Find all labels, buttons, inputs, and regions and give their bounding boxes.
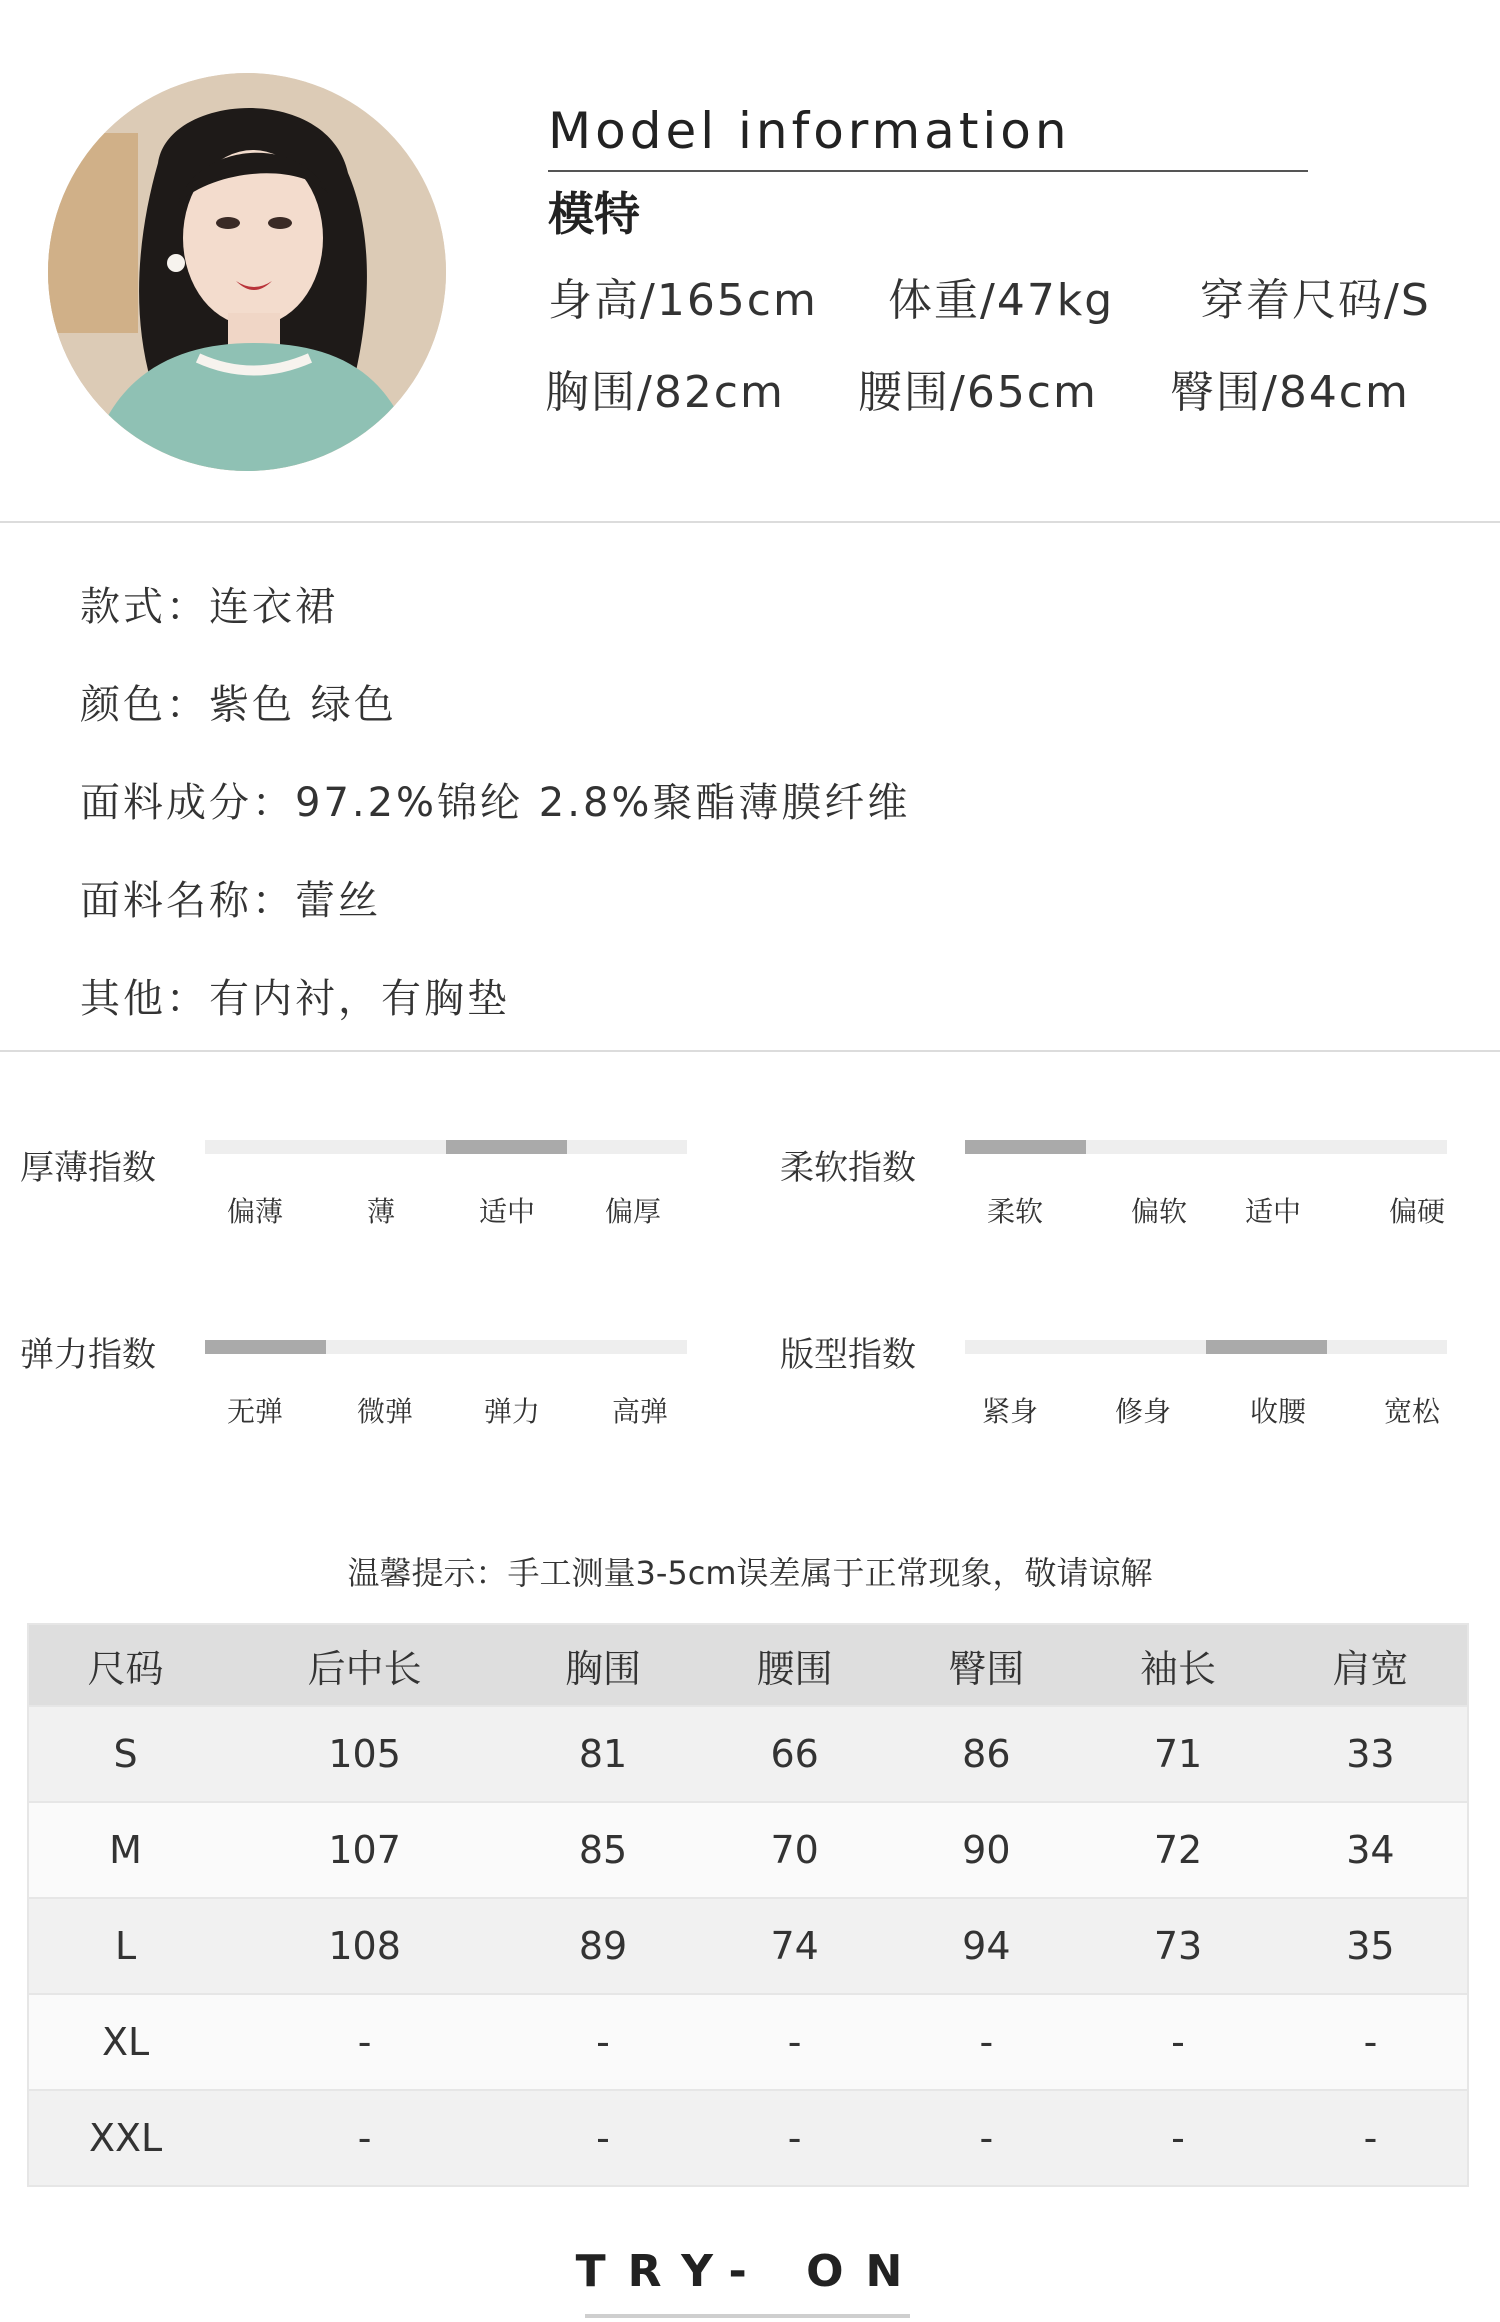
elasticity-index-marker	[205, 1340, 326, 1354]
measurement-tip: 温馨提示：手工测量3-5cm误差属于正常现象，敬请谅解	[347, 1554, 1153, 1592]
model-avatar	[48, 73, 446, 471]
section-divider	[0, 521, 1500, 523]
table-cell: XL	[28, 1994, 222, 2090]
table-cell: 73	[1082, 1898, 1274, 1994]
model-title: Model information	[548, 102, 1071, 160]
header-size: 尺码	[28, 1624, 222, 1706]
table-cell: 90	[891, 1802, 1083, 1898]
table-cell: 89	[507, 1898, 699, 1994]
thickness-index-label: 薄	[366, 1195, 395, 1228]
table-cell: 72	[1082, 1802, 1274, 1898]
table-cell: 105	[222, 1706, 507, 1802]
model-height: 身高/165cm	[548, 275, 818, 326]
table-cell: 94	[891, 1898, 1083, 1994]
spec-other: 其他：有内衬，有胸垫	[80, 976, 510, 1022]
thickness-index-track	[205, 1140, 687, 1154]
table-cell: -	[891, 1994, 1083, 2090]
table-row	[28, 1802, 1468, 1898]
header-sleeve-length: 袖长	[1082, 1624, 1274, 1706]
elasticity-index-label: 无弹	[226, 1395, 283, 1428]
table-cell: 34	[1274, 1802, 1468, 1898]
table-cell: XXL	[28, 2090, 222, 2186]
model-bust: 胸围/82cm	[545, 367, 785, 418]
table-cell: -	[1274, 2090, 1468, 2186]
table-cell: -	[699, 2090, 891, 2186]
size-table	[27, 1623, 1469, 2187]
spec-style: 款式：连衣裙	[80, 584, 338, 630]
fit-index-label: 收腰	[1249, 1395, 1306, 1428]
thickness-index-marker	[446, 1140, 567, 1154]
softness-index-title: 柔软指数	[780, 1148, 916, 1188]
model-hip: 臀围/84cm	[1170, 367, 1410, 418]
fit-index-label: 宽松	[1383, 1395, 1440, 1428]
softness-index-label: 偏软	[1130, 1195, 1187, 1228]
elasticity-index-label: 弹力	[483, 1395, 540, 1428]
fit-index-title: 版型指数	[780, 1335, 916, 1375]
table-cell: 66	[699, 1706, 891, 1802]
thickness-index-label: 偏薄	[226, 1195, 283, 1228]
thickness-index-label: 适中	[478, 1195, 535, 1228]
table-cell: 71	[1082, 1706, 1274, 1802]
table-cell: 107	[222, 1802, 507, 1898]
fit-index-marker	[1206, 1340, 1327, 1354]
model-waist: 腰围/65cm	[858, 367, 1098, 418]
elasticity-index-track	[205, 1340, 687, 1354]
table-cell: M	[28, 1802, 222, 1898]
section-divider	[0, 1050, 1500, 1052]
table-row	[28, 1898, 1468, 1994]
model-subtitle: 模特	[548, 187, 640, 241]
table-row	[28, 2090, 1468, 2186]
table-cell: 74	[699, 1898, 891, 1994]
table-cell: 85	[507, 1802, 699, 1898]
table-cell: L	[28, 1898, 222, 1994]
thickness-index-label: 偏厚	[604, 1195, 661, 1228]
thickness-index-title: 厚薄指数	[20, 1148, 156, 1188]
table-row	[28, 1706, 1468, 1802]
table-row	[28, 1994, 1468, 2090]
table-cell: -	[891, 2090, 1083, 2186]
softness-index-marker	[965, 1140, 1086, 1154]
header-shoulder-width: 肩宽	[1274, 1624, 1468, 1706]
table-cell: 86	[891, 1706, 1083, 1802]
spec-color: 颜色：紫色 绿色	[80, 682, 397, 728]
table-cell: -	[1082, 2090, 1274, 2186]
table-cell: -	[222, 2090, 507, 2186]
table-cell: 35	[1274, 1898, 1468, 1994]
softness-index-label: 适中	[1244, 1195, 1301, 1228]
table-cell: -	[1274, 1994, 1468, 2090]
fit-index-track	[965, 1340, 1447, 1354]
header-hip: 臀围	[891, 1624, 1083, 1706]
model-weight: 体重/47kg	[888, 275, 1115, 326]
spec-fabric-name: 面料名称：蕾丝	[80, 878, 381, 924]
fit-index-label: 修身	[1114, 1395, 1171, 1428]
elasticity-index-title: 弹力指数	[20, 1335, 156, 1375]
table-cell: -	[222, 1994, 507, 2090]
header-back-length: 后中长	[222, 1624, 507, 1706]
size-table-header	[28, 1624, 1468, 1706]
try-on-underline	[585, 2314, 910, 2318]
elasticity-index-label: 微弹	[356, 1395, 413, 1428]
table-cell: 70	[699, 1802, 891, 1898]
title-divider	[548, 170, 1308, 172]
softness-index-label: 柔软	[986, 1195, 1043, 1228]
table-cell: S	[28, 1706, 222, 1802]
model-size-worn: 穿着尺码/S	[1200, 275, 1431, 326]
table-cell: 33	[1274, 1706, 1468, 1802]
table-cell: -	[507, 1994, 699, 2090]
try-on-heading: TRY- ON	[575, 2246, 925, 2297]
fit-index-label: 紧身	[981, 1395, 1038, 1428]
softness-index-track	[965, 1140, 1447, 1154]
header-bust: 胸围	[507, 1624, 699, 1706]
softness-index-label: 偏硬	[1388, 1195, 1445, 1228]
table-cell: 81	[507, 1706, 699, 1802]
table-cell: -	[507, 2090, 699, 2186]
table-cell: -	[1082, 1994, 1274, 2090]
table-cell: 108	[222, 1898, 507, 1994]
spec-fabric-composition: 面料成分：97.2%锦纶 2.8%聚酯薄膜纤维	[80, 780, 911, 826]
table-cell: -	[699, 1994, 891, 2090]
elasticity-index-label: 高弹	[611, 1395, 668, 1428]
header-waist: 腰围	[699, 1624, 891, 1706]
